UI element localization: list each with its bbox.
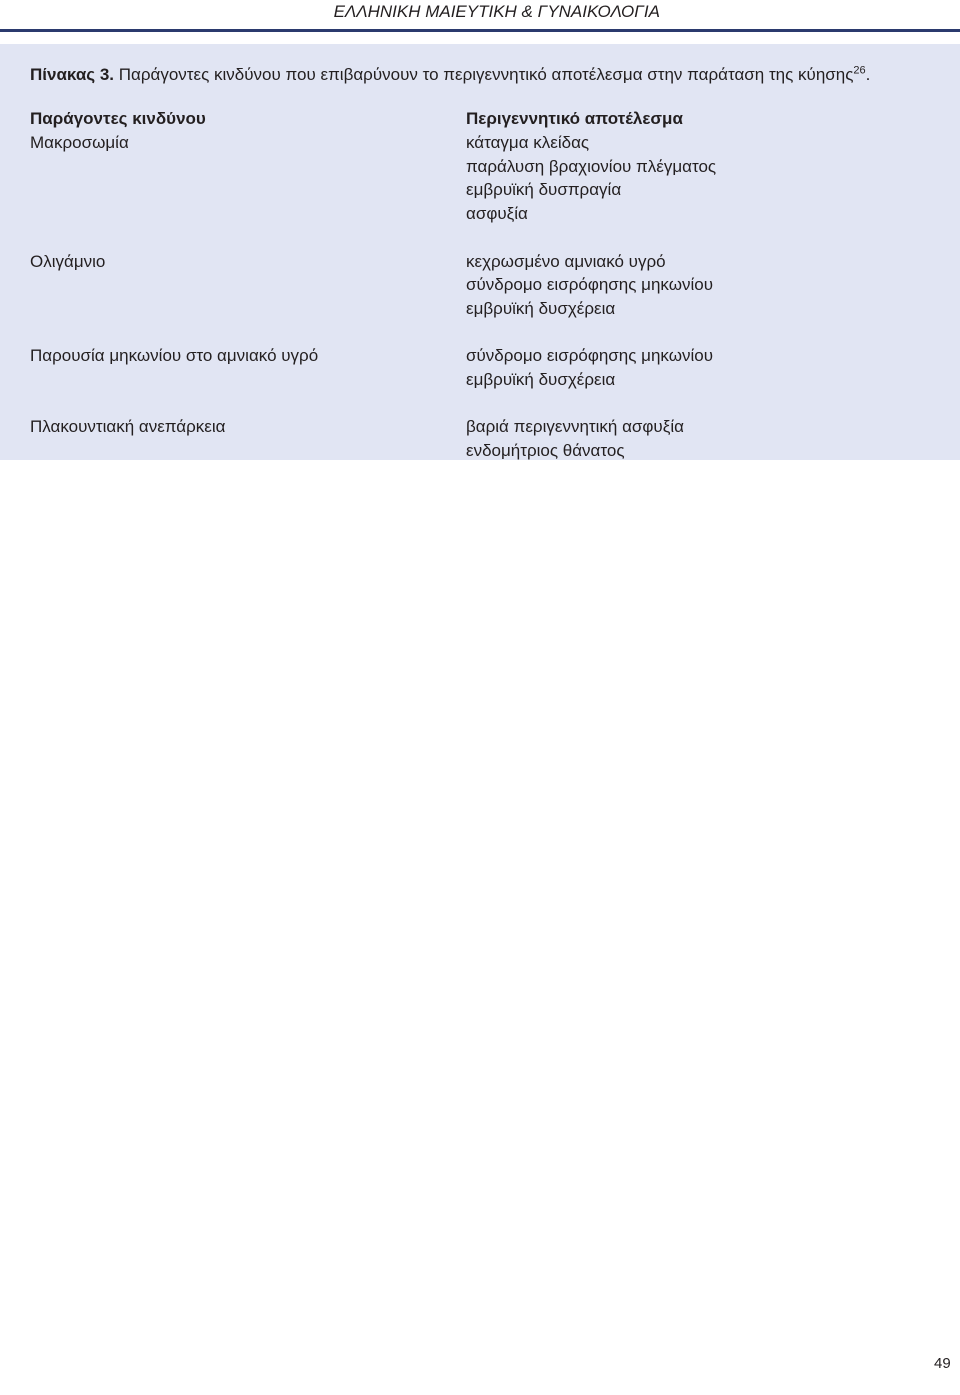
table-title [30, 64, 950, 86]
journal-header: ΕΛΛΗΝΙΚΗ ΜΑΙΕΥΤΙΚΗ & ΓΥΝΑΙΚΟΛΟΓΙΑ [333, 2, 660, 21]
outcome-item: εμβρυϊκή δυσπραγία [466, 180, 622, 200]
perinatal-outcome-column [466, 107, 936, 463]
risk-factor: Παρουσία μηκωνίου στο αμνιακό υγρό [30, 346, 319, 366]
outcome-item: κεχρωσμένο αμνιακό υγρό [466, 251, 666, 271]
outcome-item: εμβρυϊκή δυσχέρεια [466, 370, 616, 390]
risk-factor: Μακροσωμία [30, 133, 129, 152]
outcome-item: εμβρυϊκή δυσχέρεια [466, 298, 616, 318]
page-number: 49 [934, 1355, 951, 1372]
outcome-item: παράλυση βραχιονίου πλέγματος [466, 156, 717, 176]
outcome-item: σύνδρομο εισρόφησης μηκωνίου [466, 275, 714, 295]
outcome-item: κάταγμα κλείδας [466, 133, 590, 152]
perinatal-outcome-heading: Περιγεννητικό αποτέλεσμα [466, 109, 683, 128]
risk-factors-heading: Παράγοντες κινδύνου [30, 109, 206, 128]
table-caption-ref: 26 [853, 64, 866, 77]
risk-factors-column [30, 107, 410, 439]
table-label: Πίνακας 3. [30, 65, 115, 84]
outcome-item: ενδομήτριος θάνατος [466, 441, 625, 461]
table-caption: Παράγοντες κινδύνου που επιβαρύνουν το περιγεννητικό αποτέλεσμα στην παράταση της κύησης [118, 65, 854, 84]
header-rule [0, 29, 960, 32]
outcome-item: σύνδρομο εισρόφησης μηκωνίου [466, 346, 714, 366]
outcome-item: ασφυξία [466, 204, 528, 224]
table-caption-end: . [865, 65, 871, 84]
outcome-item: βαριά περιγεννητική ασφυξία [466, 417, 684, 437]
risk-factor: Ολιγάμνιο [30, 251, 106, 271]
risk-factor: Πλακουντιακή ανεπάρκεια [30, 417, 226, 437]
